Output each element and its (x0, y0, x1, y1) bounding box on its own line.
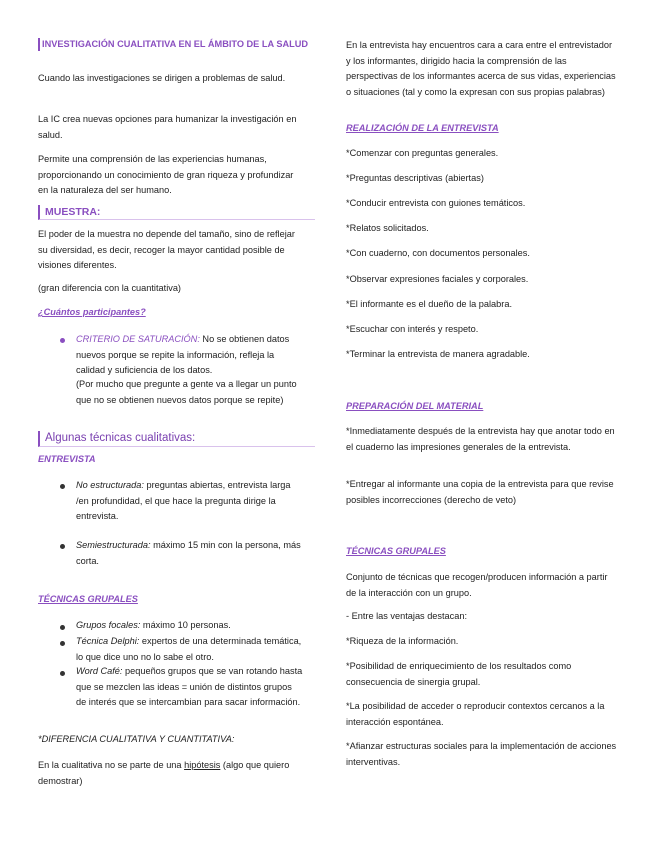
difference-note: *DIFERENCIA CUALITATIVA Y CUANTITATIVA: (38, 734, 235, 744)
interview-intro: En la entrevista hay encuentros cara a cara entre el entrevistador y los informantes, dirigido hacia la comprensión de las perspectivas de los informantes acerca de sus vidas, experiencias o situaciones (tal y como la expresan con sus propias palabras) (346, 40, 616, 97)
intro-paragraph-3: Permite una comprensión de las experiencias humanas, proporcionando un conocimiento de gran riqueza y profundizar en la naturaleza del ser humano. (38, 154, 294, 195)
bullet-icon (60, 544, 65, 549)
realization-item: *Con cuaderno, con documentos personales. (346, 248, 530, 258)
muestra-note: (gran diferencia con la cuantitativa) (38, 283, 181, 293)
saturation-note: (Por mucho que pregunte a gente va a llegar un punto que no se obtienen nuevos datos porque se repite) (76, 379, 297, 405)
techniques-heading: Algunas técnicas cualitativas: (38, 431, 315, 447)
realization-item: *Terminar la entrevista de manera agradable. (346, 349, 530, 359)
realization-item: *El informante es el dueño de la palabra. (346, 299, 512, 309)
interview-subheading: ENTREVISTA (38, 454, 96, 464)
delphi-technique: Técnica Delphi: expertos de una determinada temática, lo que dice uno no lo sabe el otro. (76, 636, 302, 662)
advantage-item: *Afianzar estructuras sociales para la implementación de acciones interventivas. (346, 741, 617, 767)
group-techniques-heading: TÉCNICAS GRUPALES (346, 546, 446, 556)
realization-item: *Conducir entrevista con guiones temáticos. (346, 198, 526, 208)
advantage-item: *La posibilidad de acceder o reproducir contextos cercanos a la interacción espontánea. (346, 701, 605, 727)
realization-item: *Relatos solicitados. (346, 223, 429, 233)
document-title: INVESTIGACIÓN CUALITATIVA EN EL ÁMBITO DE LA SALUD (38, 38, 310, 51)
world-cafe: Word Café: pequeños grupos que se van rotando hasta que se mezclen las ideas = unión de distintos grupos de interés que se intercambian para sacar información. (76, 666, 303, 707)
intro-paragraph-1: Cuando las investigaciones se dirigen a problemas de salud. (38, 73, 286, 83)
realization-heading: REALIZACIÓN DE LA ENTREVISTA (346, 123, 499, 133)
semistructured-interview: Semiestructurada: máximo 15 min con la persona, más corta. (76, 540, 301, 566)
bullet-icon (60, 625, 65, 630)
qualitative-hypothesis: En la cualitativa no se parte de una hipótesis (algo que quiero demostrar) (38, 760, 290, 786)
preparation-item: *Entregar al informante una copia de la entrevista para que revise posibles incorrecciones (derecho de veto) (346, 479, 614, 505)
preparation-item: *Inmediatamente después de la entrevista hay que anotar todo en el cuaderno las impresiones generales de la entrevista. (346, 426, 615, 452)
realization-item: *Observar expresiones faciales y corporales. (346, 274, 529, 284)
muestra-heading: MUESTRA: (38, 205, 315, 220)
muestra-text: El poder de la muestra no depende del tamaño, sino de reflejar su diversidad, es decir, recoger la mayor cantidad posible de visiones diferentes. (38, 229, 295, 270)
realization-item: *Comenzar con preguntas generales. (346, 148, 499, 158)
bullet-icon (60, 338, 65, 343)
intro-paragraph-2: La IC crea nuevas opciones para humanizar la investigación en salud. (38, 114, 297, 140)
bullet-icon (60, 641, 65, 646)
group-techniques-subheading: TÉCNICAS GRUPALES (38, 594, 138, 604)
group-techniques-intro: Conjunto de técnicas que recogen/producen información a partir de la interacción con un grupo. (346, 572, 608, 598)
bullet-icon (60, 671, 65, 676)
focus-groups: Grupos focales: máximo 10 personas. (76, 620, 231, 630)
participants-question: ¿Cuántos participantes? (38, 307, 146, 317)
unstructured-interview: No estructurada: preguntas abiertas, entrevista larga /en profundidad, el que hace la pregunta dirige la entrevista. (76, 480, 291, 521)
realization-item: *Escuchar con interés y respeto. (346, 324, 479, 334)
bullet-icon (60, 484, 65, 489)
realization-item: *Preguntas descriptivas (abiertas) (346, 173, 484, 183)
preparation-heading: PREPARACIÓN DEL MATERIAL (346, 401, 484, 411)
advantage-item: *Riqueza de la información. (346, 636, 459, 646)
advantages-intro: - Entre las ventajas destacan: (346, 611, 468, 621)
saturation-criterion: CRITERIO DE SATURACIÓN: No se obtienen datos nuevos porque se repite la información, refleja la calidad y suficiencia de los datos. (76, 334, 290, 375)
advantage-item: *Posibilidad de enriquecimiento de los resultados como consecuencia de sinergia grupal. (346, 661, 572, 687)
